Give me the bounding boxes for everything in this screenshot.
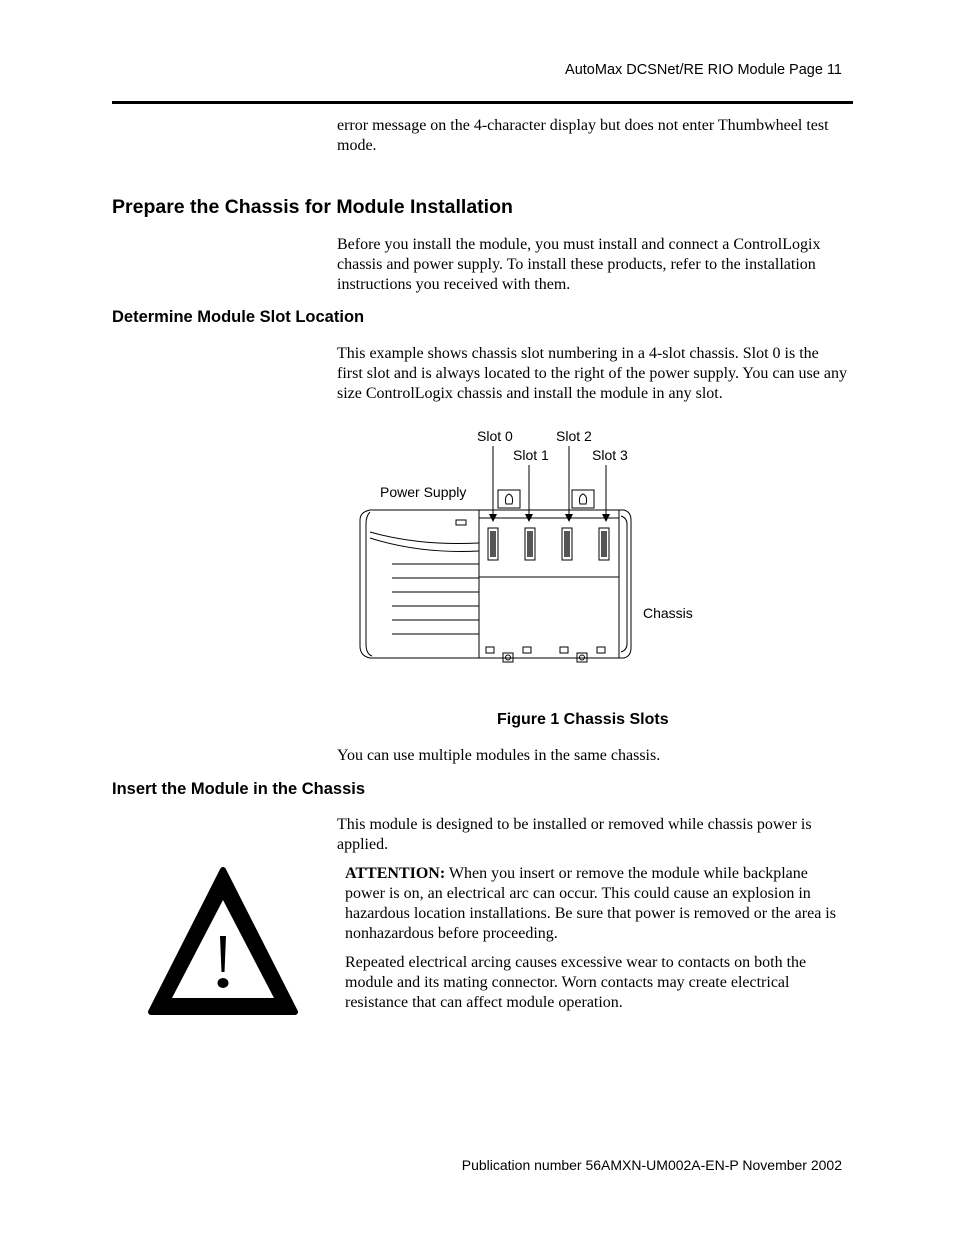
page-footer: Publication number 56AMXN-UM002A-EN-P November 2002 — [461, 1157, 842, 1173]
intro-paragraph: error message on the 4-character display but does not enter Thumbwheel test mode. — [337, 117, 829, 154]
label-slot-2: Slot 2 — [556, 428, 592, 444]
multiple-modules-paragraph: You can use multiple modules in the same chassis. — [337, 747, 661, 764]
slot-connectors — [488, 528, 609, 560]
figure-caption: Figure 1 Chassis Slots — [497, 711, 669, 728]
attention-label: ATTENTION: — [345, 865, 446, 882]
arcing-warning-paragraph: Repeated electrical arcing causes excessive wear to contacts on both the module and its mating connector. Worn contacts may create electrical resistance that can affect module operation. — [345, 954, 807, 1011]
page-header: AutoMax DCSNet/RE RIO Module Page 11 — [565, 62, 842, 78]
section-paragraph-slot-location: This example shows chassis slot numbering in a 4-slot chassis. Slot 0 is the first slot and is always located to the right of the power supply. You can use any size ControlLogix chassis and install the module in any slot. — [337, 345, 847, 402]
label-slot-3: Slot 3 — [592, 447, 628, 463]
label-slot-1: Slot 1 — [513, 447, 549, 463]
power-supply-unit — [360, 510, 479, 658]
chassis-slots-figure — [340, 420, 720, 682]
label-chassis: Chassis — [643, 605, 693, 621]
label-power-supply: Power Supply — [380, 484, 467, 500]
chassis-diagram — [340, 420, 720, 682]
mounting-tabs — [498, 490, 594, 508]
section-heading-prepare-chassis: Prepare the Chassis for Module Installation — [112, 196, 513, 218]
section-paragraph-prepare-chassis: Before you install the module, you must install and connect a ControlLogix chassis and power supply. To install these products, refer to the installation instructions you received with them. — [337, 236, 821, 293]
label-slot-0: Slot 0 — [477, 428, 513, 444]
section-heading-slot-location: Determine Module Slot Location — [112, 308, 365, 326]
section-heading-insert-module: Insert the Module in the Chassis — [112, 780, 366, 798]
slot-pointer-lines — [493, 446, 606, 516]
attention-paragraph — [345, 864, 850, 944]
attention-text: When you insert or remove the module while backplane power is on, an electrical arc can occur. This could cause an explosion in hazardous location installations. Be sure that power is removed or the area is nonhazardous before proceeding. — [345, 865, 836, 942]
section-paragraph-insert-module: This module is designed to be installed or removed while chassis power is applied. — [337, 816, 812, 853]
header-rule — [112, 101, 853, 104]
warning-triangle-icon — [148, 866, 298, 1018]
